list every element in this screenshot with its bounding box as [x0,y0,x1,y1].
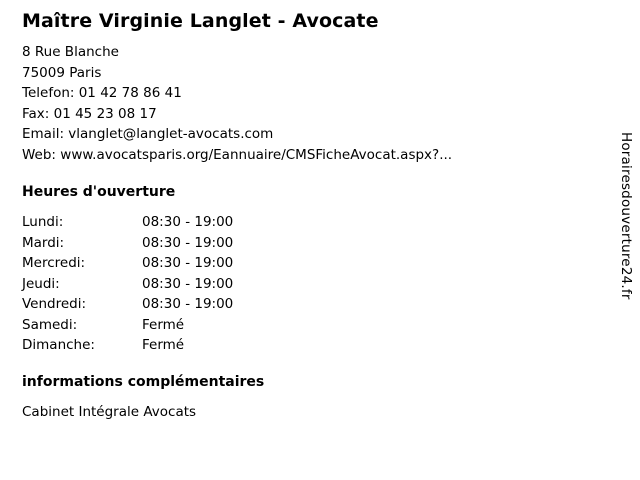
day-hours: Fermé [142,316,185,333]
table-row [22,235,302,256]
watermark-label: Horairesdouverture24.fr [618,132,634,300]
address-city: 75009 Paris [22,64,102,81]
opening-hours-table [22,214,302,358]
email-line: Email: vlanglet@langlet-avocats.com [22,126,274,142]
day-hours: 08:30 - 19:00 [142,275,234,292]
opening-hours-heading: Heures d'ouverture [22,184,176,200]
table-row [22,337,302,358]
additional-info-heading: informations complémentaires [22,374,265,390]
table-row [22,296,302,317]
table-row [22,255,302,276]
day-label: Samedi: [22,316,78,333]
day-hours: Fermé [142,337,185,353]
day-label: Jeudi: [22,275,60,292]
day-hours: 08:30 - 19:00 [142,234,234,251]
page-title: Maître Virginie Langlet - Avocate [22,10,379,32]
day-label: Lundi: [22,214,64,230]
day-label: Mardi: [22,234,65,251]
fax-line: Fax: 01 45 23 08 17 [22,105,157,122]
day-label: Vendredi: [22,296,87,312]
day-hours: 08:30 - 19:00 [142,296,234,312]
table-row [22,317,302,338]
contact-block [22,42,452,165]
day-hours: 08:30 - 19:00 [142,255,234,271]
table-row [22,276,302,297]
table-row [22,214,302,235]
website-line: Web: www.avocatsparis.org/Eannuaire/CMSFicheAvocat.aspx?... [22,146,453,163]
day-label: Dimanche: [22,337,95,353]
additional-info-text: Cabinet Intégrale Avocats [22,404,197,420]
address-street: 8 Rue Blanche [22,44,119,60]
day-label: Mercredi: [22,255,86,271]
phone-line: Telefon: 01 42 78 86 41 [22,85,182,101]
day-hours: 08:30 - 19:00 [142,214,234,230]
